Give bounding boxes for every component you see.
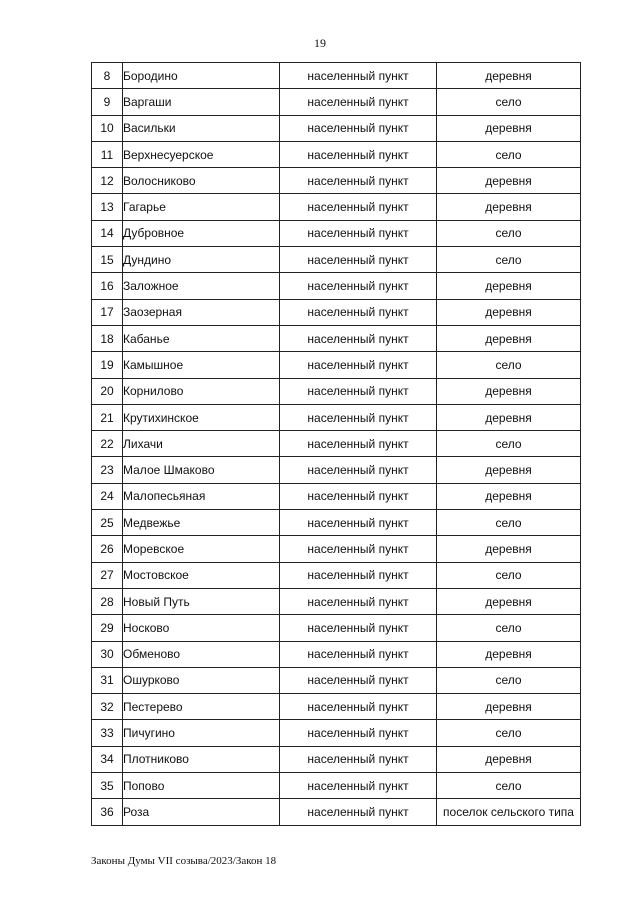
table-row xyxy=(92,352,581,378)
settlement-type: деревня xyxy=(437,299,581,325)
settlement-name: Плотниково xyxy=(123,746,280,772)
table-row xyxy=(92,694,581,720)
settlement-kind: населенный пункт xyxy=(280,457,437,483)
row-number: 15 xyxy=(92,247,123,273)
settlement-name: Обменово xyxy=(123,641,280,667)
row-number: 8 xyxy=(92,63,123,89)
table-row xyxy=(92,667,581,693)
row-number: 36 xyxy=(92,799,123,825)
settlement-kind: населенный пункт xyxy=(280,510,437,536)
settlement-kind: населенный пункт xyxy=(280,141,437,167)
table-row xyxy=(92,457,581,483)
settlement-type: деревня xyxy=(437,378,581,404)
table-row xyxy=(92,299,581,325)
settlement-kind: населенный пункт xyxy=(280,773,437,799)
settlement-kind: населенный пункт xyxy=(280,325,437,351)
table-row xyxy=(92,799,581,825)
table-row xyxy=(92,89,581,115)
settlement-name: Малопесьяная xyxy=(123,483,280,509)
table-row xyxy=(92,562,581,588)
settlement-name: Камышное xyxy=(123,352,280,378)
table-row xyxy=(92,615,581,641)
settlement-kind: населенный пункт xyxy=(280,115,437,141)
settlement-type: село xyxy=(437,615,581,641)
settlement-name: Лихачи xyxy=(123,431,280,457)
table-row xyxy=(92,483,581,509)
settlement-kind: населенный пункт xyxy=(280,168,437,194)
table-row xyxy=(92,194,581,220)
row-number: 31 xyxy=(92,667,123,693)
settlement-kind: населенный пункт xyxy=(280,562,437,588)
settlement-name: Верхнесуерское xyxy=(123,141,280,167)
settlement-type: деревня xyxy=(437,641,581,667)
settlement-type: деревня xyxy=(437,168,581,194)
row-number: 35 xyxy=(92,773,123,799)
row-number: 32 xyxy=(92,694,123,720)
settlement-name: Бородино xyxy=(123,63,280,89)
table-row xyxy=(92,404,581,430)
row-number: 29 xyxy=(92,615,123,641)
settlement-name: Малое Шмаково xyxy=(123,457,280,483)
settlement-name: Крутихинское xyxy=(123,404,280,430)
row-number: 12 xyxy=(92,168,123,194)
settlement-type: деревня xyxy=(437,694,581,720)
settlement-type: село xyxy=(437,562,581,588)
settlement-type: село xyxy=(437,431,581,457)
row-number: 14 xyxy=(92,220,123,246)
page-number: 19 xyxy=(314,36,326,50)
settlement-type: деревня xyxy=(437,536,581,562)
table-row xyxy=(92,510,581,536)
settlement-type: село xyxy=(437,667,581,693)
settlement-type: деревня xyxy=(437,63,581,89)
settlement-kind: населенный пункт xyxy=(280,63,437,89)
settlement-name: Корнилово xyxy=(123,378,280,404)
settlement-name: Васильки xyxy=(123,115,280,141)
settlement-name: Варгаши xyxy=(123,89,280,115)
settlement-type: село xyxy=(437,89,581,115)
row-number: 21 xyxy=(92,404,123,430)
table-row xyxy=(92,273,581,299)
settlement-kind: населенный пункт xyxy=(280,352,437,378)
settlement-kind: населенный пункт xyxy=(280,615,437,641)
row-number: 30 xyxy=(92,641,123,667)
row-number: 20 xyxy=(92,378,123,404)
row-number: 9 xyxy=(92,89,123,115)
settlement-name: Волосниково xyxy=(123,168,280,194)
row-number: 34 xyxy=(92,746,123,772)
table-row xyxy=(92,247,581,273)
settlement-kind: населенный пункт xyxy=(280,483,437,509)
settlement-kind: населенный пункт xyxy=(280,588,437,614)
table-row xyxy=(92,588,581,614)
settlement-type: деревня xyxy=(437,483,581,509)
row-number: 10 xyxy=(92,115,123,141)
settlement-kind: населенный пункт xyxy=(280,89,437,115)
settlement-type: поселок сельского типа xyxy=(437,799,581,825)
settlements-table-body xyxy=(92,63,581,826)
settlement-kind: населенный пункт xyxy=(280,194,437,220)
row-number: 33 xyxy=(92,720,123,746)
settlement-type: деревня xyxy=(437,404,581,430)
table-row xyxy=(92,220,581,246)
settlement-type: село xyxy=(437,352,581,378)
settlement-name: Попово xyxy=(123,773,280,799)
settlement-type: деревня xyxy=(437,194,581,220)
settlement-type: село xyxy=(437,141,581,167)
settlement-name: Дундино xyxy=(123,247,280,273)
settlement-kind: населенный пункт xyxy=(280,799,437,825)
settlement-kind: населенный пункт xyxy=(280,536,437,562)
table-row xyxy=(92,168,581,194)
settlement-type: деревня xyxy=(437,588,581,614)
settlement-kind: населенный пункт xyxy=(280,404,437,430)
row-number: 16 xyxy=(92,273,123,299)
settlement-kind: населенный пункт xyxy=(280,667,437,693)
settlement-name: Моревское xyxy=(123,536,280,562)
row-number: 22 xyxy=(92,431,123,457)
table-row xyxy=(92,141,581,167)
settlement-name: Ошурково xyxy=(123,667,280,693)
settlement-name: Медвежье xyxy=(123,510,280,536)
settlement-type: село xyxy=(437,220,581,246)
row-number: 27 xyxy=(92,562,123,588)
settlement-kind: населенный пункт xyxy=(280,694,437,720)
row-number: 25 xyxy=(92,510,123,536)
settlement-name: Дубровное xyxy=(123,220,280,246)
settlement-type: деревня xyxy=(437,325,581,351)
settlement-kind: населенный пункт xyxy=(280,299,437,325)
row-number: 17 xyxy=(92,299,123,325)
settlement-type: село xyxy=(437,247,581,273)
settlement-name: Пестерево xyxy=(123,694,280,720)
settlement-type: деревня xyxy=(437,115,581,141)
row-number: 11 xyxy=(92,141,123,167)
settlement-name: Мостовское xyxy=(123,562,280,588)
settlement-name: Кабанье xyxy=(123,325,280,351)
table-row xyxy=(92,720,581,746)
settlement-name: Пичугино xyxy=(123,720,280,746)
settlement-type: село xyxy=(437,773,581,799)
settlement-type: село xyxy=(437,720,581,746)
row-number: 26 xyxy=(92,536,123,562)
settlement-kind: населенный пункт xyxy=(280,220,437,246)
table-row xyxy=(92,641,581,667)
settlement-type: деревня xyxy=(437,273,581,299)
settlement-type: село xyxy=(437,510,581,536)
settlement-name: Заложное xyxy=(123,273,280,299)
settlement-name: Роза xyxy=(123,799,280,825)
settlement-name: Заозерная xyxy=(123,299,280,325)
row-number: 19 xyxy=(92,352,123,378)
row-number: 23 xyxy=(92,457,123,483)
table-row xyxy=(92,746,581,772)
table-row xyxy=(92,378,581,404)
row-number: 28 xyxy=(92,588,123,614)
settlement-name: Носково xyxy=(123,615,280,641)
settlement-name: Новый Путь xyxy=(123,588,280,614)
settlement-kind: населенный пункт xyxy=(280,247,437,273)
row-number: 24 xyxy=(92,483,123,509)
table-row xyxy=(92,63,581,89)
settlement-kind: населенный пункт xyxy=(280,431,437,457)
settlement-kind: населенный пункт xyxy=(280,746,437,772)
settlement-name: Гагарье xyxy=(123,194,280,220)
settlements-table xyxy=(91,62,581,826)
settlement-type: деревня xyxy=(437,746,581,772)
settlement-kind: населенный пункт xyxy=(280,273,437,299)
settlement-kind: населенный пункт xyxy=(280,720,437,746)
table-row xyxy=(92,115,581,141)
table-row xyxy=(92,431,581,457)
table-row xyxy=(92,773,581,799)
row-number: 18 xyxy=(92,325,123,351)
table-row xyxy=(92,536,581,562)
row-number: 13 xyxy=(92,194,123,220)
settlement-kind: населенный пункт xyxy=(280,641,437,667)
settlement-kind: населенный пункт xyxy=(280,378,437,404)
table-row xyxy=(92,325,581,351)
document-footer: Законы Думы VII созыва/2023/Закон 18 xyxy=(91,855,277,867)
settlement-type: деревня xyxy=(437,457,581,483)
